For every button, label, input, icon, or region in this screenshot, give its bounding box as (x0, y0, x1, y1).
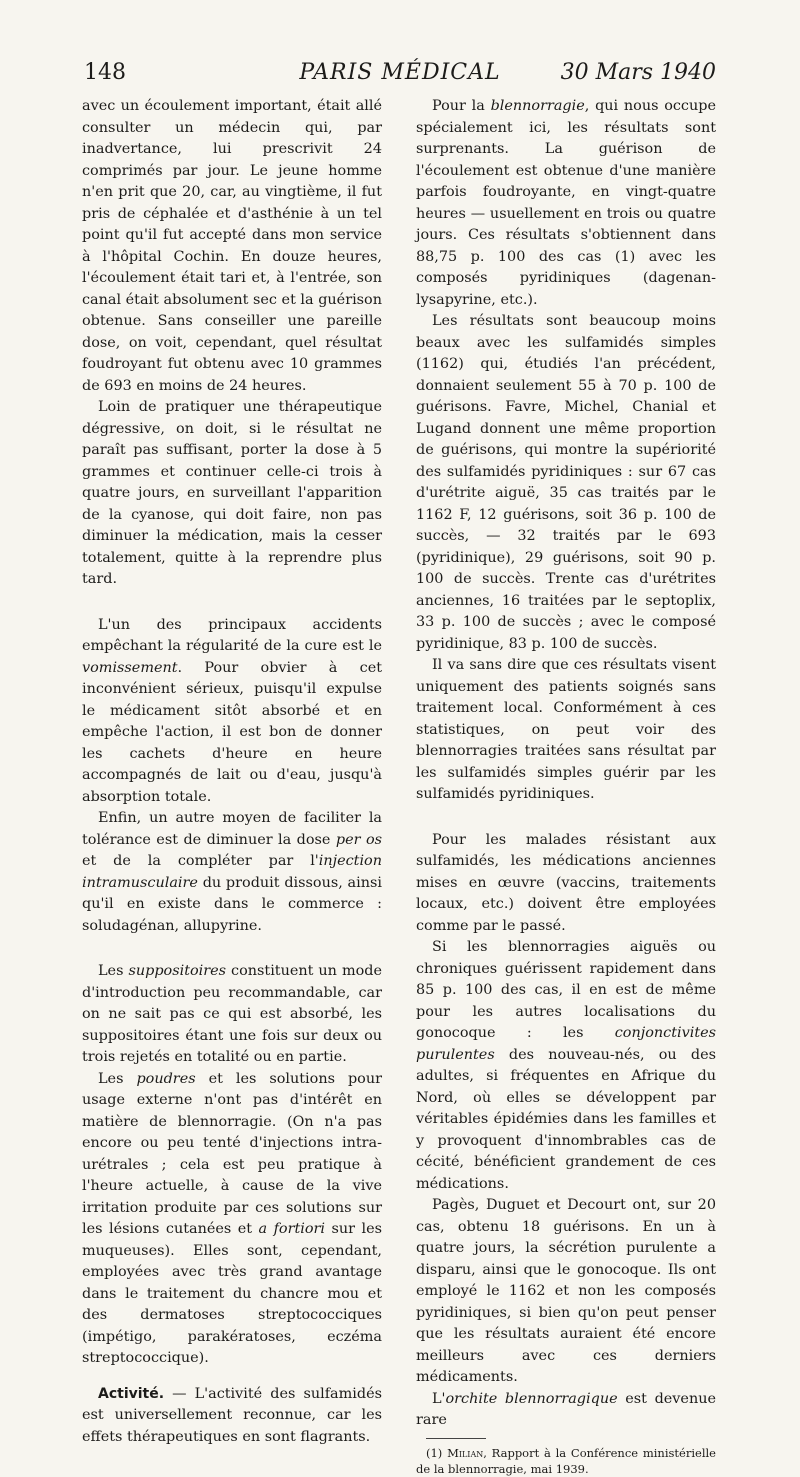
paragraph: avec un écoulement important, était allé consulter un médecin qui, par inadvertance, lui prescrivit 24 comprimés par jour. Le jeune homme n'en prit que 20, car, au vingtième, il fut pris de céphalée et d'asthénie à un tel point qu'il fut accepté dans mon service à l'hôpital Cochin. En douze heures, l'écoulement était tari et, à l'entrée, son canal était absolument sec et la guérison obtenue. Sans conseiller une pareille dose, on voit, cependant, quel résultat foudroyant fut obtenu avec 10 grammes de 693 en moins de 24 heures. (82, 98, 382, 394)
paragraph: Pagès, Duguet et Decourt ont, sur 20 cas, obtenu 18 guérisons. En un à quatre jours, la sécrétion purulente a disparu, ainsi que le gonocoque. Ils ont employé le 1162 et non les composés pyridiniques, si bien qu'on peut penser que les résultats auraient été encore meilleurs avec ces derniers médicaments. (416, 1197, 716, 1385)
page-header (84, 60, 716, 92)
journal-title: PARIS MÉDICAL (299, 60, 501, 85)
paragraph: Il va sans dire que ces résultats visent uniquement des patients soignés sans traitement local. Conformément à ces statistiques, on peut voir des blennorragies traitées sans résultat par les sulfamidés simples guérir par les sulfamidés pyridiniques. (416, 657, 716, 802)
paragraph: Pour la blennorragie, qui nous occupe spécialement ici, les résultats sont surprenants. La guérison de l'écoulement est obtenue d'une manière parfois foudroyante, en vingt-quatre heures — usuellement en trois ou quatre jours. Ces résultats s'obtiennent dans 88,75 p. 100 des cas (1) avec les composés pyridiniques (dagenan-lysapyrine, etc.). (416, 98, 716, 308)
footnote-divider (426, 1438, 486, 1439)
paragraph: Les résultats sont beaucoup moins beaux avec les sulfamidés simples (1162) qui, étudiés l'an précédent, donnaient seulement 55 à 70 p. 100 de guérisons. Favre, Michel, Chanial et Lugand donnent une même proportion de guérisons, qui montre la supériorité des sulfamidés pyridiniques : sur 67 cas d'urétrite aiguë, 35 cas traités par le 1162 F, 12 guérisons, soit 36 p. 100 de succès, — 32 traités par le 693 (pyridinique), 29 guérisons, soit 90 p. 100 de succès. Trente cas d'urétrites anciennes, 16 traitées par le septoplix, 33 p. 100 de succès ; avec le composé pyridinique, 83 p. 100 de succès. (416, 313, 716, 652)
section-heading: Activité. (98, 1385, 165, 1402)
paragraph: Si les blennorragies aiguës ou chroniques guérissent rapidement dans 85 p. 100 des cas, il en est de même pour les autres localisations du gonocoque : les conjonctivites purulentes des nouveau-nés, ou des adultes, si fréquentes en Afrique du Nord, où elles se développent par véritables épidémies dans les familles et y provoquent d'innombrables cas de cécité, bénéficient grandement de ces médications. (416, 939, 716, 1192)
paragraph: Enfin, un autre moyen de faciliter la tolérance est de diminuer la dose per os et de la compléter par l'injection intramusculaire du produit dissous, ainsi qu'il en existe dans le commerce : soludagénan, allupyrine. (82, 810, 383, 934)
footnote: (1) Milian, Rapport à la Conférence ministérielle de la blennorragie, mai 1939. (416, 1445, 716, 1476)
paragraph: Loin de pratiquer une thérapeutique dégressive, on doit, si le résultat ne paraît pas suffisant, porter la dose à 5 grammes et continuer celle-ci trois à quatre jours, en surveillant l'apparition de la cyanose, qui doit faire, non pas diminuer la médication, mais la cesser totalement, quitte à la reprendre plus tard. (82, 399, 382, 587)
left-column (82, 96, 382, 1448)
page-number: 148 (84, 60, 126, 85)
paragraph: Pour les malades résistant aux sulfamidés, les médications anciennes mises en œuvre (vaccins, traitements locaux, etc.) doivent être employées comme par le passé. (416, 831, 716, 934)
right-column (416, 96, 716, 1477)
paragraph: L'orchite blennorragique est devenue rare (416, 1390, 716, 1428)
paragraph: Activité. — L'activité des sulfamidés est universellement reconnue, car les effets thérapeutiques en sont flagrants. (82, 1385, 382, 1445)
paragraph: Les poudres et les solutions pour usage externe n'ont pas d'intérêt en matière de blennorragie. (On n'a pas encore ou peu tenté d'injections intra-urétrales ; cela est peu pratique à l'heure actuelle, à cause de la vive irritation produite par ces solutions sur les lésions cutanées et a fortiori sur les muqueuses). Elles sont, cependant, employées avec très grand avantage dans le traitement du chancre mou et des dermatoses streptococciques (impétigo, parakératoses, eczéma streptococcique). (82, 1070, 382, 1366)
issue-date: 30 Mars 1940 (560, 60, 716, 85)
paragraph: Les suppositoires constituent un mode d'introduction peu recommandable, car on ne sait pas ce qui est absorbé, les suppositoires étant une fois sur deux ou trois rejetés en totalité ou en partie. (82, 963, 382, 1065)
paragraph: L'un des principaux accidents empêchant la régularité de la cure est le vomissement. Pour obvier à cet inconvénient sérieux, puisqu'il expulse le médicament sitôt absorbé et en empêche l'action, il est bon de donner les cachets d'heure en heure accompagnés de lait ou d'eau, jusqu'à absorption totale. (82, 616, 382, 805)
